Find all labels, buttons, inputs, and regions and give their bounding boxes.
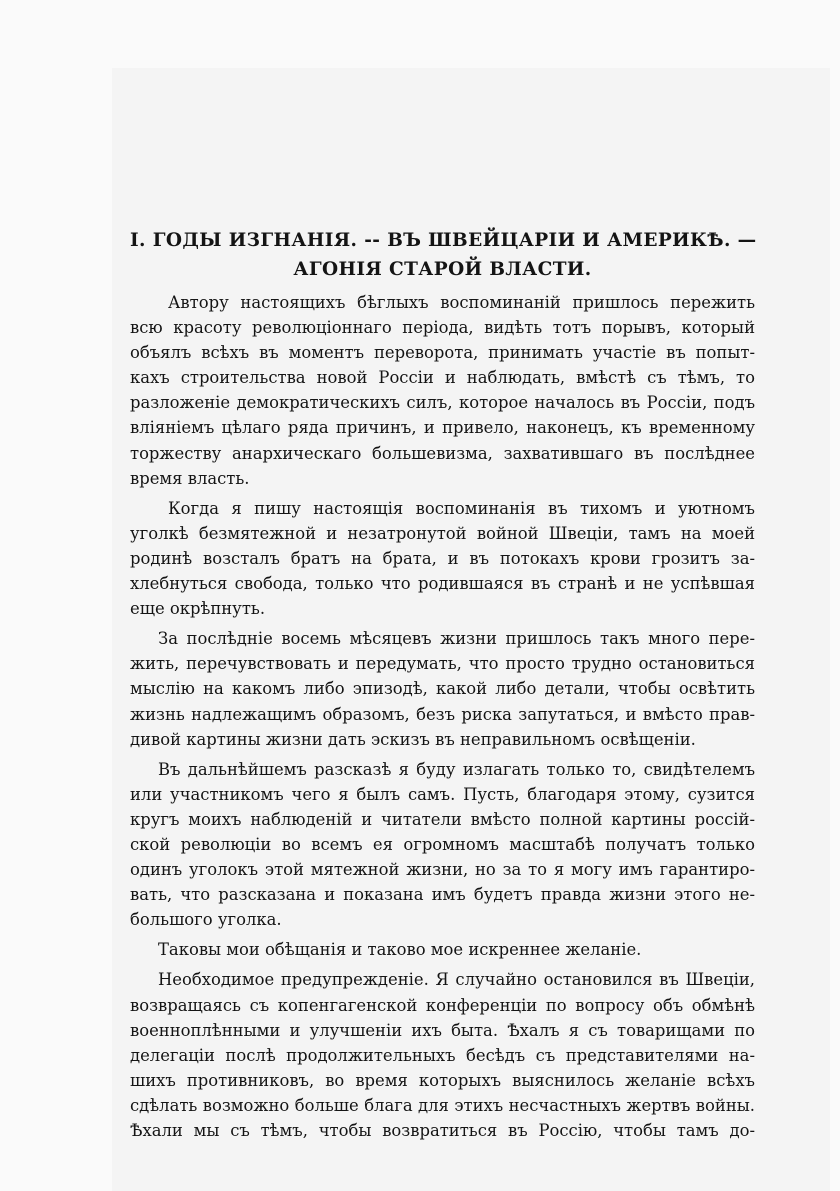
text-line: уголкѣ безмятежной и незатронутой войной Швеціи, тамъ на моей <box>130 523 755 543</box>
text-line: кахъ строительства новой Россіи и наблюдать, вмѣстѣ съ тѣмъ, то <box>130 368 755 388</box>
text-line: Въ дальнѣйшемъ разсказѣ я буду излагать только то, свидѣтелемъ <box>158 759 755 779</box>
text-block <box>130 226 755 1148</box>
text-line: большого уголка. <box>130 910 282 930</box>
text-line: объялъ всѣхъ въ моментъ переворота, принимать участіе въ попыт- <box>130 343 755 363</box>
text-line: вліяніемъ цѣлаго ряда причинъ, и привело, наконецъ, къ временному <box>130 418 755 438</box>
text-line: вать, что разсказана и показана имъ будетъ правда жизни этого не- <box>130 885 755 905</box>
text-line: родинѣ возсталъ братъ на брата, и въ потокахъ крови грозитъ за- <box>130 548 755 568</box>
text-line: жить, перечувствовать и передумать, что просто трудно остановиться <box>130 654 755 674</box>
text-line: жизнь надлежащимъ образомъ, безъ риска запутаться, и вмѣсто прав- <box>130 704 755 724</box>
text-line: кругъ моихъ наблюденій и читатели вмѣсто полной картины россій- <box>130 809 755 829</box>
paragraph-1 <box>130 290 755 491</box>
text-line: Когда я пишу настоящія воспоминанія въ тихомъ и уютномъ <box>168 498 755 518</box>
paragraph-5 <box>130 937 755 962</box>
text-line: Таковы мои обѣщанія и таково мое искреннее желаніе. <box>158 940 642 960</box>
text-line: делегаціи послѣ продолжительныхъ бесѣдъ съ представителями на- <box>130 1045 755 1065</box>
chapter-subtitle-line: АГОНІЯ СТАРОЙ ВЛАСТИ. <box>293 259 592 280</box>
text-line: сдѣлать возможно больше блага для этихъ несчастныхъ жертвъ войны. <box>130 1095 755 1115</box>
paragraph-6 <box>130 967 755 1143</box>
text-line: Автору настоящихъ бѣглыхъ воспоминаній пришлось пережить <box>168 293 755 312</box>
text-line: дивой картины жизни дать эскизъ въ неправильномъ освѣщеніи. <box>130 729 696 749</box>
text-line: еще окрѣпнуть. <box>130 599 266 619</box>
chapter-title-line: I. ГОДЫ ИЗГНАНІЯ. -- ВЪ ШВЕЙЦАРІИ И АМЕРИКѢ. — <box>130 230 757 251</box>
text-line: торжеству анархическаго большевизма, захватившаго въ послѣднее <box>130 443 755 463</box>
text-line: одинъ уголокъ этой мятежной жизни, но за то я могу имъ гарантиро- <box>130 860 755 880</box>
text-line: шихъ противниковъ, во время которыхъ выяснилось желаніе всѣхъ <box>130 1070 755 1090</box>
text-line: хлебнуться свобода, только что родившаяся въ странѣ и не успѣвшая <box>130 574 755 594</box>
text-line: время власть. <box>130 468 250 488</box>
text-line: или участникомъ чего я былъ самъ. Пусть, благодаря этому, сузится <box>130 784 755 804</box>
paragraph-2 <box>130 496 755 621</box>
text-line: За послѣдніе восемь мѣсяцевъ жизни пришлось такъ много пере- <box>158 629 755 649</box>
text-line: возвращаясь съ копенгагенской конференціи по вопросу объ обмѣнѣ <box>130 995 755 1015</box>
paragraph-3 <box>130 626 755 751</box>
text-line: всю красоту революціоннаго періода, видѣть тотъ порывъ, который <box>130 318 755 338</box>
text-line: ской революціи во всемъ ея огромномъ масштабѣ получатъ только <box>130 834 755 854</box>
chapter-title <box>130 226 755 284</box>
text-line: разложеніе демократическихъ силъ, которое началось въ Россіи, подъ <box>130 393 755 413</box>
paragraph-4 <box>130 757 755 933</box>
text-line: военноплѣнными и улучшеніи ихъ быта. Ѣхалъ я съ товарищами по <box>130 1020 755 1040</box>
text-line: Необходимое предупрежденіе. Я случайно остановился въ Швеціи, <box>158 970 755 990</box>
text-line: Ѣхали мы съ тѣмъ, чтобы возвратиться въ Россію, чтобы тамъ до- <box>130 1121 755 1140</box>
text-line: мыслію на какомъ либо эпизодѣ, какой либо детали, чтобы освѣтить <box>130 679 755 699</box>
